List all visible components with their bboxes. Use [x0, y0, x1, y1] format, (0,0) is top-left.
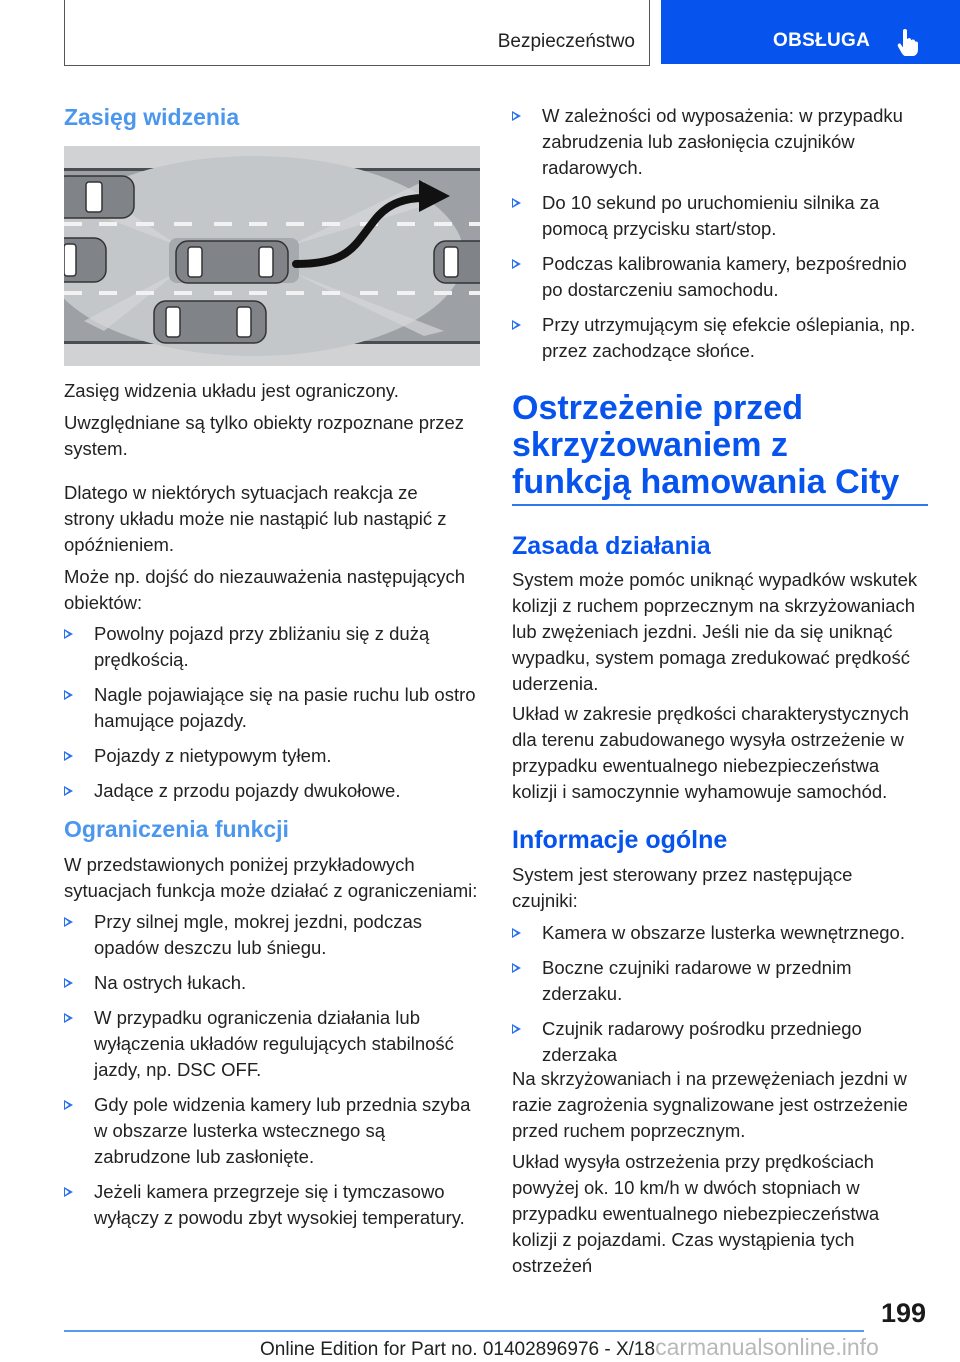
paragraph: Zasięg widzenia układu jest ograniczony.: [64, 380, 399, 401]
title-divider: [512, 504, 928, 506]
page-number: 199: [880, 1298, 926, 1328]
footer: [260, 1334, 879, 1361]
bullet-triangle-icon: [64, 786, 73, 796]
paragraph: Układ w zakresie prędkości charakterystycznych dla terenu zabudowanego wysyła ostrzeżenie w przypadku ewentualnego niebezpieczeństwa kolizji i samoczynnie wyhamowuje samochód.: [512, 703, 909, 802]
list-item: Gdy pole widzenia kamery lub przednia szyba w obszarze lusterka wstecznego są zabrudzone lub zasłonięte.: [64, 1092, 484, 1170]
list-item: Boczne czujniki radarowe w przednim zderzaku.: [512, 955, 928, 1007]
bullet-triangle-icon: [512, 259, 521, 269]
bullet-triangle-icon: [64, 751, 73, 761]
bullet-triangle-icon: [512, 320, 521, 330]
section-title-general-info: Informacje ogólne: [512, 826, 728, 854]
edition-info: Online Edition for Part no. 01402896976 - X/18: [260, 1339, 656, 1360]
list-item: Nagle pojawiające się na pasie ruchu lub ostro hamujące pojazdy.: [64, 682, 484, 734]
footer-divider: [64, 1330, 864, 1332]
paragraph: W przedstawionych poniżej przykładowych sytuacjach funkcja może działać z ograniczeniami:: [64, 854, 478, 901]
chapter-name: OBSŁUGA: [773, 30, 871, 51]
bullet-triangle-icon: [64, 690, 73, 700]
list-item: Jeżeli kamera przegrzeje się i tymczasowo wyłączy z powodu zbyt wysokiej temperatury.: [64, 1179, 484, 1231]
bullet-triangle-icon: [64, 629, 73, 639]
paragraph: Na skrzyżowaniach i na przewężeniach jezdni w razie zagrożenia sygnalizowane jest ostrzeżenie przed ruchem poprzecznym.: [512, 1068, 908, 1141]
list-item: Przy silnej mgle, mokrej jezdni, podczas opadów deszczu lub śniegu.: [64, 909, 484, 961]
bullet-triangle-icon: [512, 111, 521, 121]
list-item: Do 10 sekund po uruchomieniu silnika za pomocą przycisku start/stop.: [512, 190, 928, 242]
bullet-triangle-icon: [512, 963, 521, 973]
list-item: Jadące z przodu pojazdy dwukołowe.: [64, 778, 484, 804]
bullet-triangle-icon: [64, 1187, 73, 1197]
list-item: Czujnik radarowy pośrodku przedniego zderzaka: [512, 1016, 928, 1068]
limitations-list: [64, 909, 484, 1240]
bullet-triangle-icon: [512, 928, 521, 938]
paragraph: System jest sterowany przez następujące czujniki:: [512, 864, 853, 911]
bullet-triangle-icon: [64, 1013, 73, 1023]
undetected-objects-list: [64, 621, 484, 813]
list-item: W zależności od wyposażenia: w przypadku zabrudzenia lub zasłonięcia czujników radarowych.: [512, 103, 928, 181]
chapter-title: Ostrzeżenie przed skrzyżowaniem z funkcją hamowania City: [512, 389, 900, 501]
list-item: Kamera w obszarze lusterka wewnętrznego.: [512, 920, 928, 946]
bullet-triangle-icon: [64, 1100, 73, 1110]
sensors-list: [512, 920, 928, 1077]
paragraph: Dlatego w niektórych sytuacjach reakcja ze strony układu może nie nastąpić lub nastąpić z opóźnieniem.: [64, 482, 447, 555]
list-item: Powolny pojazd przy zbliżaniu się z dużą prędkością.: [64, 621, 484, 673]
section-name: Bezpieczeństwo: [497, 31, 635, 52]
paragraph: Uwzględniane są tylko obiekty rozpoznane przez system.: [64, 412, 465, 459]
bullet-triangle-icon: [512, 1024, 521, 1034]
bullet-triangle-icon: [64, 978, 73, 988]
chapter-tab[interactable]: [661, 0, 960, 64]
section-title-range: Zasięg widzenia: [64, 104, 240, 130]
list-item: W przypadku ograniczenia działania lub wyłączenia układów regulujących stabilność jazdy, np. DSC OFF.: [64, 1005, 484, 1083]
section-header: [64, 0, 650, 66]
paragraph: Może np. dojść do niezauważenia następujących obiektów:: [64, 566, 466, 613]
pointing-hand-icon: [897, 28, 919, 56]
bullet-triangle-icon: [64, 917, 73, 927]
road-diagram-illustration: [64, 146, 480, 366]
list-item: Podczas kalibrowania kamery, bezpośrednio po dostarczeniu samochodu.: [512, 251, 928, 303]
list-item: Pojazdy z nietypowym tyłem.: [64, 743, 484, 769]
paragraph: System może pomóc uniknąć wypadków wskutek kolizji z ruchem poprzecznym na skrzyżowaniach lub zwężeniach jezdni. Jeśli nie da się uniknąć wypadku, system pomaga zredukować prędkość uderzenia.: [512, 569, 918, 694]
detection-range-figure: [64, 146, 480, 366]
bullet-triangle-icon: [512, 198, 521, 208]
paragraph: Układ wysyła ostrzeżenia przy prędkościach powyżej ok. 10 km/h w dwóch stopniach w przypadku ewentualnego niebezpieczeństwa kolizji z pojazdami. Czas wystąpienia tych ostrzeżeń: [512, 1151, 880, 1276]
section-title-principle: Zasada działania: [512, 532, 711, 560]
list-item: Przy utrzymującym się efekcie oślepiania, np. przez zachodzące słońce.: [512, 312, 928, 364]
watermark: carmanualsonline.info: [655, 1334, 879, 1360]
section-title-limitations: Ograniczenia funkcji: [64, 816, 289, 842]
list-item: Na ostrych łukach.: [64, 970, 484, 996]
limitations-list-continued: [512, 103, 928, 373]
